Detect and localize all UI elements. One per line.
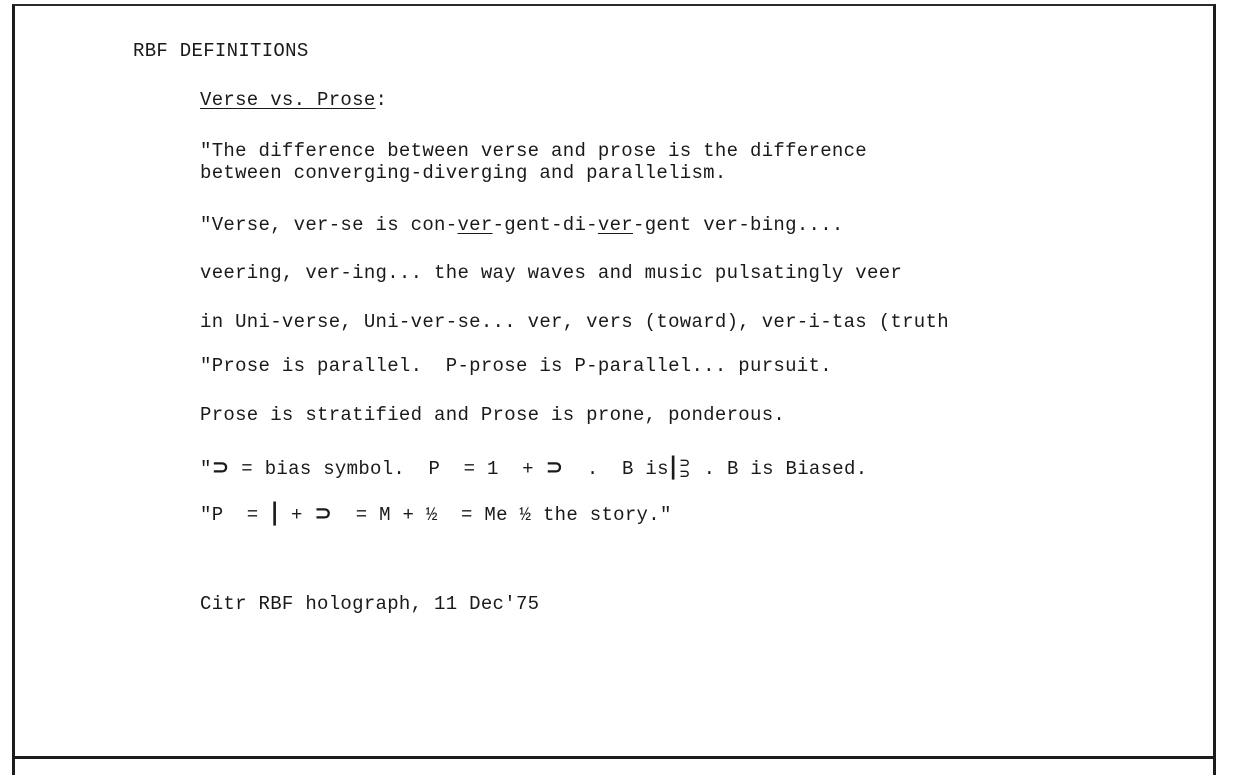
quote-line-6: Prose is stratified and Prose is prone, ponderous. — [200, 404, 786, 426]
quote-line-2 — [200, 214, 844, 236]
document-heading: RBF DEFINITIONS — [133, 40, 309, 62]
quote-line-3: veering, ver-ing... the way waves and music pulsatingly veer — [200, 262, 903, 284]
stacked-bias-symbols — [678, 455, 692, 482]
next-card-edge — [12, 757, 1216, 775]
quote-line-8 — [200, 498, 672, 526]
quote-line-1b: between converging-diverging and parallelism. — [200, 162, 727, 184]
line8-part-b: + — [279, 504, 315, 526]
quote-line-1: "The difference between verse and prose is the difference — [200, 140, 868, 162]
citation: Citr RBF holograph, 11 Dec'75 — [200, 593, 540, 615]
bias-symbol-icon-3: ⊃ — [314, 501, 333, 525]
stack-bottom-symbol: ⊃ — [679, 466, 691, 482]
line7-part-a: " — [200, 458, 212, 480]
vertical-bar-glyph-2: | — [270, 498, 280, 526]
line2-underlined-ver-2: ver — [597, 214, 633, 236]
subheading-colon: : — [375, 89, 388, 111]
quote-line-4: in Uni-verse, Uni-ver-se... ver, vers (toward), ver-i-tas (truth — [200, 311, 949, 333]
line7-part-c: . B is — [563, 458, 669, 480]
line2-part-a: "Verse, ver-se is con- — [200, 214, 458, 236]
bias-symbol-icon: ⊃ — [211, 455, 230, 479]
stack-top-symbol: ⊃ — [679, 455, 691, 471]
line2-part-c: -gent-di- — [492, 214, 598, 236]
line2-part-e: -gent ver-bing.... — [633, 214, 844, 236]
line8-part-a: "P = — [200, 504, 271, 526]
line2-underlined-ver-1: ver — [457, 214, 493, 236]
subheading-text: Verse vs. Prose — [200, 89, 376, 111]
line7-part-d: . B is Biased. — [691, 458, 868, 480]
section-subheading — [200, 89, 387, 111]
bias-symbol-icon-2: ⊃ — [545, 455, 564, 479]
line7-part-b: = bias symbol. P = 1 + — [229, 458, 546, 480]
index-card — [12, 4, 1216, 759]
vertical-bar-glyph: | — [668, 452, 678, 480]
quote-line-5: "Prose is parallel. P-prose is P-parallel... pursuit. — [200, 355, 832, 377]
line8-part-c: = M + ½ = Me ½ the story." — [332, 504, 672, 526]
quote-line-7 — [200, 452, 868, 482]
